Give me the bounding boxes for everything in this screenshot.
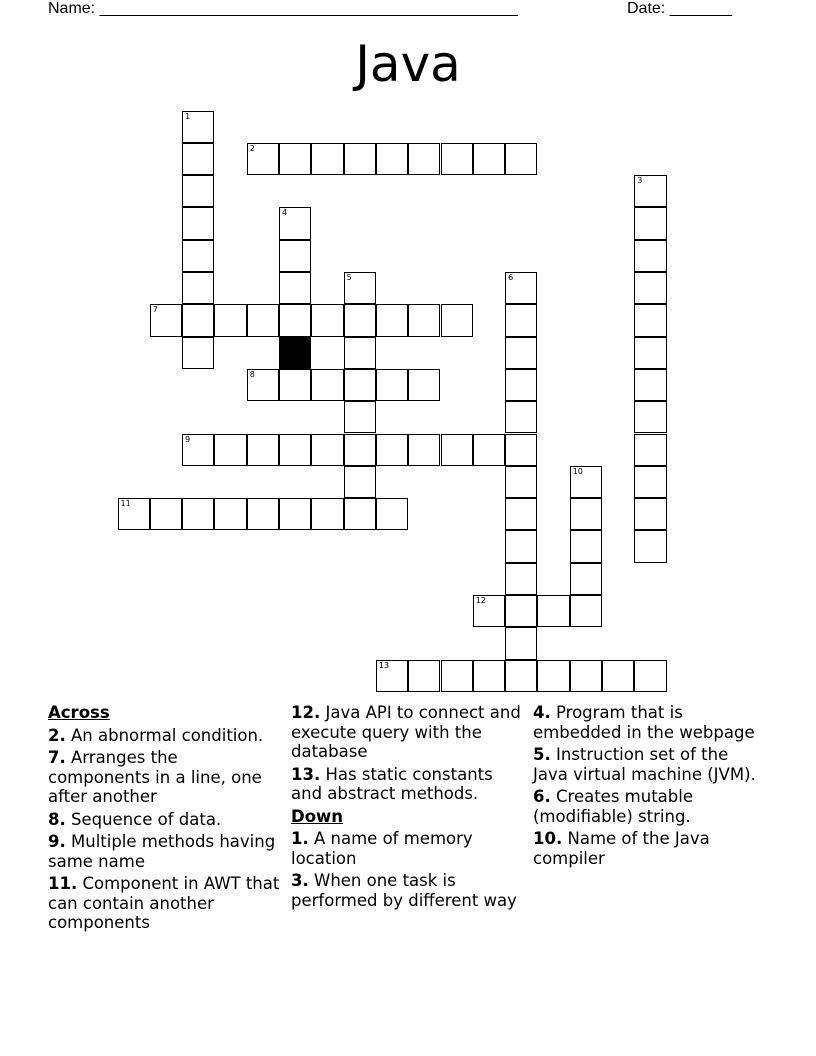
grid-cell[interactable] [634,369,666,401]
grid-cell[interactable] [602,660,634,692]
across-clue [48,726,283,746]
grid-cell[interactable] [505,272,537,304]
grid-cell[interactable] [311,304,343,336]
clue-number: 7. [48,748,66,767]
clue-number-label: 6 [508,273,514,282]
grid-cell[interactable] [376,498,408,530]
clue-text: Has static constants and abstract methods. [291,764,493,803]
grid-cell[interactable] [344,143,376,175]
grid-cell[interactable] [279,369,311,401]
clue-number-label: 7 [152,305,158,315]
grid-cell[interactable] [182,337,214,369]
grid-cell[interactable] [247,434,279,466]
grid-cell[interactable] [247,369,279,401]
black-cell [279,337,311,369]
grid-cell[interactable] [505,498,537,530]
across-clue [291,765,526,804]
grid-cell[interactable] [344,369,376,401]
clue-number: 8. [48,809,66,829]
grid-cell[interactable] [311,498,343,530]
clue-text: Creates mutable (modifiable) string. [533,787,693,826]
grid-cell[interactable] [182,111,214,143]
clue-number-label: 10 [572,466,583,476]
clue-number-label: 11 [120,499,131,509]
grid-cell[interactable] [441,434,473,466]
grid-cell[interactable] [505,434,537,466]
grid-cell[interactable] [570,563,602,595]
grid-cell[interactable] [182,272,214,304]
clue-column-1 [48,703,283,936]
grid-cell[interactable] [408,369,440,401]
grid-cell[interactable] [505,337,537,369]
grid-cell[interactable] [473,595,505,627]
clue-number: 12. [291,703,321,722]
grid-cell[interactable] [376,369,408,401]
clue-number-label: 4 [282,208,288,218]
clue-number: 10. [533,829,563,848]
grid-cell[interactable] [182,175,214,207]
clue-text: Java API to connect and execute query with the database [291,703,521,761]
clue-number-label: 8 [249,369,255,379]
grid-cell[interactable] [634,337,666,369]
grid-cell[interactable] [279,304,311,336]
grid-cell[interactable] [279,498,311,530]
grid-cell[interactable] [182,240,214,272]
clue-number-label: 1 [185,111,191,121]
grid-cell[interactable] [505,369,537,401]
across-clue [48,874,283,933]
date-field-line: Date: _______ [627,0,732,17]
grid-cell[interactable] [634,272,666,304]
clue-number: 1. [291,829,309,848]
grid-cell[interactable] [634,207,666,239]
grid-cell[interactable] [408,143,440,175]
grid-cell[interactable] [505,530,537,562]
grid-cell[interactable] [376,304,408,336]
grid-cell[interactable] [214,304,246,336]
clue-text: Multiple methods having same name [48,832,276,871]
grid-cell[interactable] [634,660,666,692]
down-clue [291,871,526,910]
down-clue [533,703,768,742]
clue-text: Name of the Java compiler [533,829,710,868]
grid-cell[interactable] [634,240,666,272]
grid-cell[interactable] [505,563,537,595]
name-field-line: Name: _______________________________________________ [48,0,518,17]
clue-number: 9. [48,832,66,851]
clue-number-label: 13 [378,660,390,670]
clue-text: Component in AWT that can contain another components [48,874,280,932]
grid-cell[interactable] [570,466,602,498]
grid-cell[interactable] [247,498,279,530]
grid-cell[interactable] [505,627,537,659]
clue-text: Arranges the components in a line, one after another [48,748,262,806]
clue-number: 11. [48,874,78,893]
grid-cell[interactable] [505,401,537,433]
clue-text: An abnormal condition. [71,725,264,745]
clue-number-label: 12 [475,596,486,605]
down-clue [533,787,768,826]
grid-cell[interactable] [279,272,311,304]
clue-text: A name of memory location [291,829,473,868]
down-clue [533,745,768,784]
grid-cell[interactable] [344,434,376,466]
grid-cell[interactable] [505,466,537,498]
clue-number: 4. [533,703,551,722]
grid-cell[interactable] [505,595,537,627]
down-clue [533,829,768,868]
clue-number: 2. [48,725,66,745]
clue-text: Program that is embedded in the webpage [533,703,755,742]
grid-cell[interactable] [150,304,182,336]
grid-cell[interactable] [118,498,150,530]
down-heading: Down [291,806,344,826]
grid-cell[interactable] [182,143,214,175]
grid-cell[interactable] [634,434,666,466]
clue-column-2 [291,703,526,913]
clue-number-label: 9 [185,434,191,444]
grid-cell[interactable] [570,498,602,530]
grid-cell[interactable] [344,401,376,433]
grid-cell[interactable] [279,207,311,239]
grid-cell[interactable] [279,434,311,466]
grid-cell[interactable] [182,434,214,466]
grid-cell[interactable] [473,143,505,175]
grid-cell[interactable] [344,337,376,369]
clue-number-label: 5 [346,273,352,282]
grid-cell[interactable] [634,530,666,562]
grid-cell[interactable] [473,660,505,692]
grid-cell[interactable] [311,434,343,466]
grid-cell[interactable] [570,530,602,562]
grid-cell[interactable] [311,143,343,175]
grid-cell[interactable] [344,272,376,304]
grid-cell[interactable] [634,304,666,336]
clue-number-label: 2 [249,143,255,153]
grid-cell[interactable] [505,143,537,175]
clue-text: Sequence of data. [71,809,222,829]
page-title: Java [355,35,461,93]
grid-cell[interactable] [150,498,182,530]
grid-cell[interactable] [441,143,473,175]
clue-number: 6. [533,787,551,806]
down-clue [291,829,526,868]
clue-number: 3. [291,871,309,890]
grid-cell[interactable] [634,175,666,207]
grid-cell[interactable] [634,401,666,433]
across-clue [48,832,283,871]
grid-cell[interactable] [182,207,214,239]
clue-text: When one task is performed by different way [291,871,517,910]
grid-cell[interactable] [537,595,569,627]
grid-cell[interactable] [344,498,376,530]
grid-cell[interactable] [634,498,666,530]
across-clue [48,748,283,807]
grid-cell[interactable] [570,660,602,692]
grid-cell[interactable] [182,304,214,336]
grid-cell[interactable] [408,434,440,466]
grid-cell[interactable] [214,498,246,530]
grid-cell[interactable] [537,660,569,692]
grid-cell[interactable] [441,304,473,336]
grid-cell[interactable] [247,143,279,175]
clue-column-3 [533,703,768,871]
clue-number-label: 3 [637,176,643,186]
grid-cell[interactable] [311,369,343,401]
across-clue [291,703,526,762]
grid-cell[interactable] [408,304,440,336]
grid-cell[interactable] [344,466,376,498]
grid-cell[interactable] [279,143,311,175]
grid-cell[interactable] [376,660,408,692]
grid-cell[interactable] [376,434,408,466]
grid-cell[interactable] [279,240,311,272]
grid-cell[interactable] [505,660,537,692]
grid-cell[interactable] [441,660,473,692]
grid-cell[interactable] [408,660,440,692]
clue-number: 13. [291,764,321,784]
grid-cell[interactable] [634,466,666,498]
clue-number: 5. [533,745,551,764]
grid-cell[interactable] [376,143,408,175]
grid-cell[interactable] [182,498,214,530]
across-heading: Across [48,703,110,722]
clue-text: Instruction set of the Java virtual machine (JVM). [533,745,756,784]
grid-cell[interactable] [505,304,537,336]
grid-cell[interactable] [473,434,505,466]
grid-cell[interactable] [247,304,279,336]
grid-cell[interactable] [214,434,246,466]
across-clue [48,810,283,830]
grid-cell[interactable] [570,595,602,627]
grid-cell[interactable] [344,304,376,336]
